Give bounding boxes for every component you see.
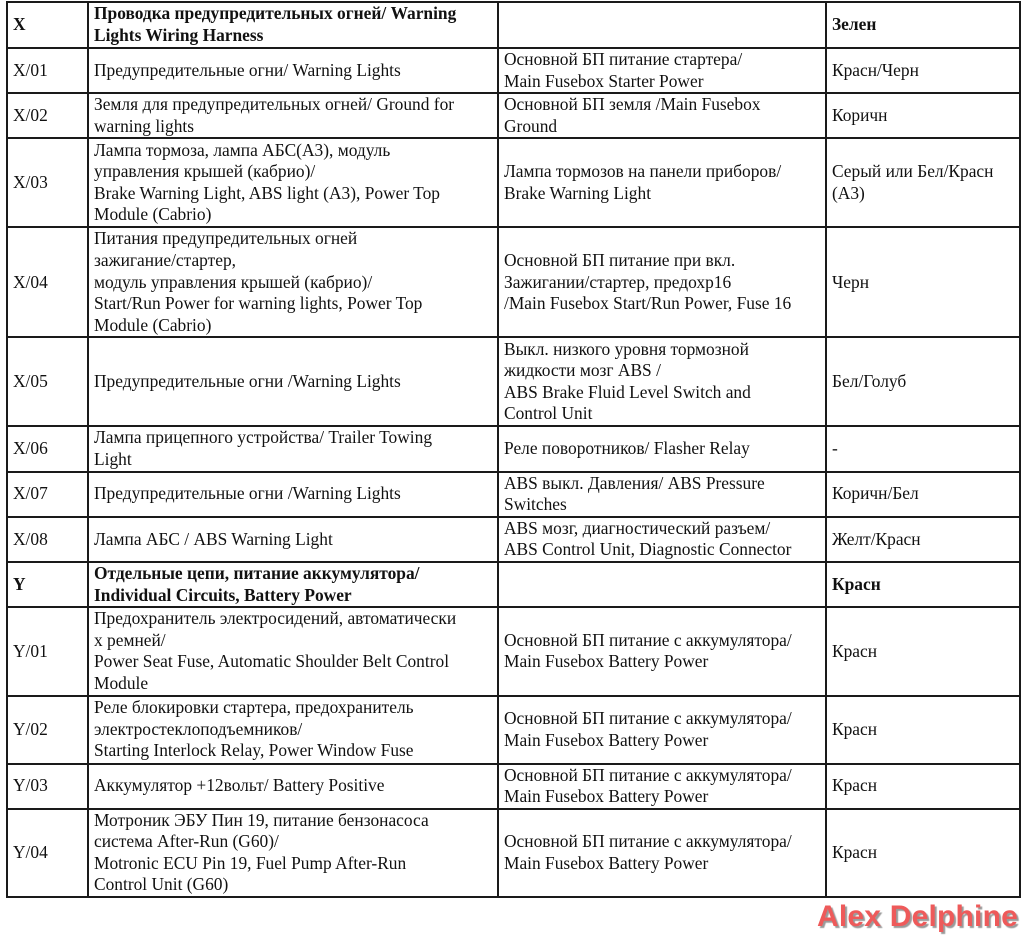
cell-source: Выкл. низкого уровня тормозной жидкости мозг ABS / ABS Brake Fluid Level Switch and Control Unit xyxy=(498,337,826,426)
cell-connector-code: X/02 xyxy=(7,93,88,138)
cell-wire-color: Черн xyxy=(826,227,1020,337)
cell-connector-code: Y/02 xyxy=(7,696,88,764)
cell-wire-color: Желт/Красн xyxy=(826,517,1020,562)
cell-source: Основной БП питание стартера/ Main Fusebox Starter Power xyxy=(498,48,826,93)
cell-wire-color: - xyxy=(826,426,1020,471)
cell-source: ABS мозг, диагностический разъем/ ABS Control Unit, Diagnostic Connector xyxy=(498,517,826,562)
cell-wire-color: Зелен xyxy=(826,2,1020,48)
cell-source: Основной БП земля /Main Fusebox Ground xyxy=(498,93,826,138)
cell-wire-color: Красн xyxy=(826,764,1020,809)
cell-description: Отдельные цепи, питание аккумулятора/ Individual Circuits, Battery Power xyxy=(88,562,498,607)
table-row xyxy=(7,93,1020,138)
cell-description: Предупредительные огни/ Warning Lights xyxy=(88,48,498,93)
cell-source: ABS выкл. Давления/ ABS Pressure Switches xyxy=(498,472,826,517)
cell-source: Реле поворотников/ Flasher Relay xyxy=(498,426,826,471)
cell-wire-color: Серый или Бел/Красн (А3) xyxy=(826,138,1020,227)
cell-description: Лампа прицепного устройства/ Trailer Towing Light xyxy=(88,426,498,471)
cell-connector-code: X/08 xyxy=(7,517,88,562)
table-row xyxy=(7,517,1020,562)
cell-connector-code: X/06 xyxy=(7,426,88,471)
cell-description: Лампа АБС / ABS Warning Light xyxy=(88,517,498,562)
cell-wire-color: Красн xyxy=(826,607,1020,695)
cell-wire-color: Красн xyxy=(826,809,1020,897)
cell-description: Проводка предупредительных огней/ Warning Lights Wiring Harness xyxy=(88,2,498,48)
table-row xyxy=(7,696,1020,764)
cell-connector-code: X/03 xyxy=(7,138,88,227)
cell-connector-code: X xyxy=(7,2,88,48)
table-row xyxy=(7,227,1020,337)
cell-source xyxy=(498,562,826,607)
cell-description: Предохранитель электросидений, автоматически х ремней/ Power Seat Fuse, Automatic Shoulder Belt Control Module xyxy=(88,607,498,695)
cell-source: Основной БП питание с аккумулятора/ Main Fusebox Battery Power xyxy=(498,607,826,695)
cell-connector-code: X/01 xyxy=(7,48,88,93)
cell-source: Основной БП питание с аккумулятора/ Main Fusebox Battery Power xyxy=(498,809,826,897)
wiring-table-body xyxy=(7,2,1020,897)
cell-connector-code: Y/01 xyxy=(7,607,88,695)
cell-connector-code: X/07 xyxy=(7,472,88,517)
wiring-table xyxy=(6,1,1021,898)
cell-description: Лампа тормоза, лампа АБС(А3), модуль управления крышей (кабрио)/ Brake Warning Light, ABS light (A3), Power Top Module (Cabrio) xyxy=(88,138,498,227)
cell-wire-color: Коричн xyxy=(826,93,1020,138)
table-row xyxy=(7,426,1020,471)
cell-wire-color: Бел/Голуб xyxy=(826,337,1020,426)
cell-description: Земля для предупредительных огней/ Ground for warning lights xyxy=(88,93,498,138)
cell-description: Предупредительные огни /Warning Lights xyxy=(88,337,498,426)
cell-connector-code: Y xyxy=(7,562,88,607)
cell-description: Предупредительные огни /Warning Lights xyxy=(88,472,498,517)
cell-source: Основной БП питание при вкл. Зажигании/стартер, предохр16 /Main Fusebox Start/Run Power, Fuse 16 xyxy=(498,227,826,337)
cell-wire-color: Красн/Черн xyxy=(826,48,1020,93)
cell-description: Питания предупредительных огней зажигание/стартер, модуль управления крышей (кабрио)/ Start/Run Power for warning lights, Power Top Module (Cabrio) xyxy=(88,227,498,337)
section-header-row xyxy=(7,562,1020,607)
watermark: Alex Delphine xyxy=(817,900,1018,933)
section-header-row xyxy=(7,2,1020,48)
table-row xyxy=(7,764,1020,809)
cell-description: Мотроник ЭБУ Пин 19, питание бензонасоса система After-Run (G60)/ Motronic ECU Pin 19, Fuel Pump After-Run Control Unit (G60) xyxy=(88,809,498,897)
cell-connector-code: X/04 xyxy=(7,227,88,337)
cell-wire-color: Коричн/Бел xyxy=(826,472,1020,517)
table-row xyxy=(7,138,1020,227)
table-row xyxy=(7,607,1020,695)
cell-source: Лампа тормозов на панели приборов/ Brake Warning Light xyxy=(498,138,826,227)
cell-source: Основной БП питание с аккумулятора/ Main Fusebox Battery Power xyxy=(498,696,826,764)
cell-connector-code: Y/04 xyxy=(7,809,88,897)
cell-source xyxy=(498,2,826,48)
cell-connector-code: X/05 xyxy=(7,337,88,426)
cell-connector-code: Y/03 xyxy=(7,764,88,809)
table-row xyxy=(7,337,1020,426)
cell-wire-color: Красн xyxy=(826,562,1020,607)
table-row xyxy=(7,809,1020,897)
table-row xyxy=(7,472,1020,517)
table-row xyxy=(7,48,1020,93)
cell-description: Реле блокировки стартера, предохранитель электростеклоподъемников/ Starting Interlock Relay, Power Window Fuse xyxy=(88,696,498,764)
cell-wire-color: Красн xyxy=(826,696,1020,764)
cell-source: Основной БП питание с аккумулятора/ Main Fusebox Battery Power xyxy=(498,764,826,809)
cell-description: Аккумулятор +12вольт/ Battery Positive xyxy=(88,764,498,809)
